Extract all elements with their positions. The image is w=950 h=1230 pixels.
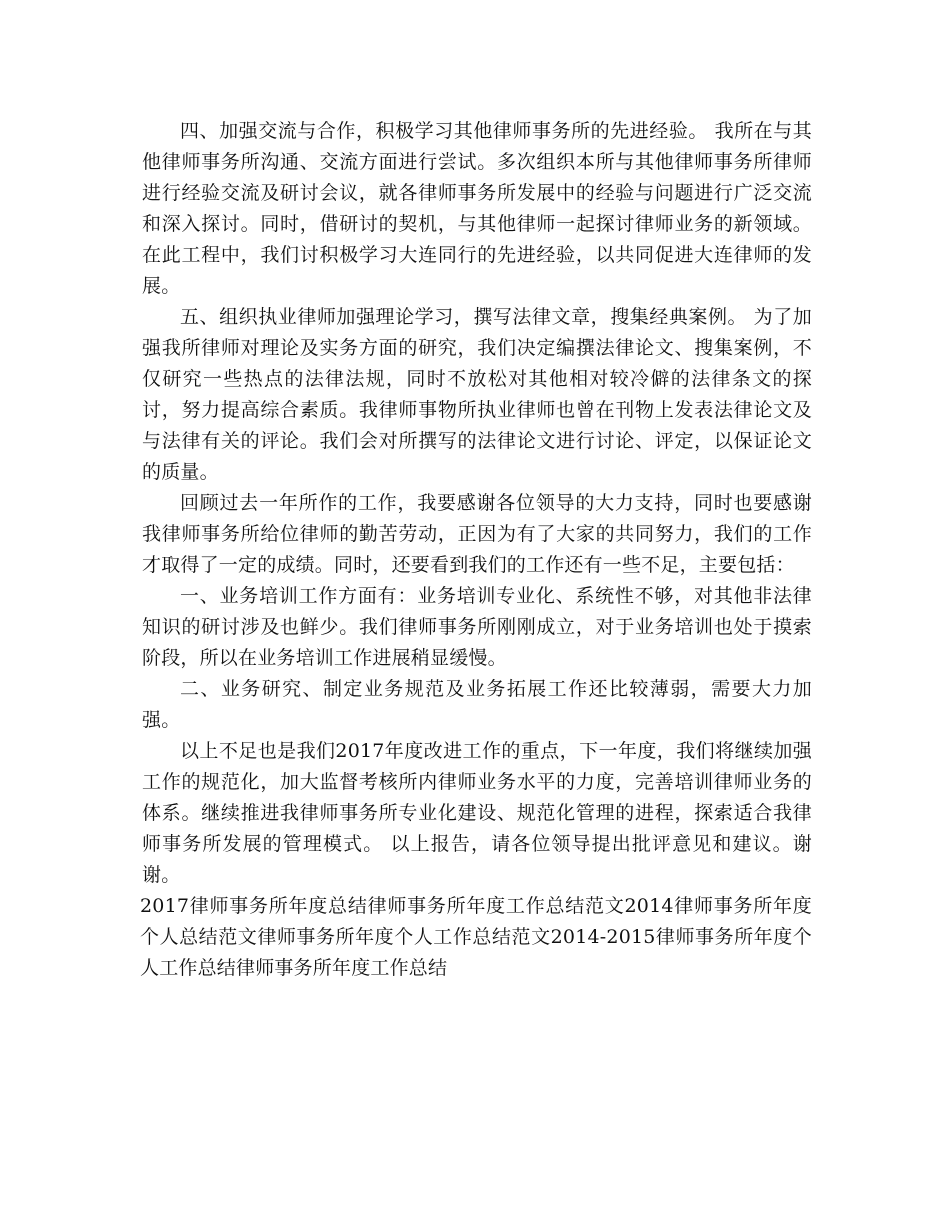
paragraph-research-shortcoming: 二、业务研究、制定业务规范及业务拓展工作还比较薄弱，需要大力加强。 (142, 678, 812, 731)
paragraph-training-shortcoming: 一、业务培训工作方面有：业务培训专业化、系统性不够，对其他非法律知识的研讨涉及也鲜少。我们律师事务所刚刚成立，对于业务培训也处于摸索阶段，所以在业务培训工作进展稍显缓慢。 (142, 585, 812, 669)
paragraph-review-thanks: 回顾过去一年所作的工作，我要感谢各位领导的大力支持，同时也要感谢我律师事务所给位律师的勤苦劳动，正因为有了大家的共同努力，我们的工作才取得了一定的成绩。同时，还要看到我们的工作还有一些不足，主要包括： (142, 492, 812, 576)
paragraph-conclusion: 以上不足也是我们2017年度改进工作的重点，下一年度，我们将继续加强工作的规范化，加大监督考核所内律师业务水平的力度，完善培训律师业务的体系。继续推进我律师事务所专业化建设、规范化管理的进程，探索适合我律师事务所发展的管理模式。 以上报告，请各位领导提出批评意见和建议。谢谢。 (142, 740, 812, 886)
paragraph-exchange-cooperation: 四、加强交流与合作，积极学习其他律师事务所的先进经验。 我所在与其他律师事务所沟通、交流方面进行尝试。多次组织本所与其他律师事务所律师进行经验交流及研讨会议，就各律师事务所发展中的经验与问题进行广泛交流和深入探讨。同时，借研讨的契机，与其他律师一起探讨律师业务的新领域。在此工程中，我们讨积极学习大连同行的先进经验，以共同促进大连律师的发展。 (142, 120, 812, 297)
paragraph-theory-study: 五、组织执业律师加强理论学习，撰写法律文章，搜集经典案例。 为了加强我所律师对理论及实务方面的研究，我们决定编撰法律论文、搜集案例，不仅研究一些热点的法律法规，同时不放松对其他相对较冷僻的法律条文的探讨，努力提高综合素质。我律师事物所执业律师也曾在刊物上发表法律论文及与法律有关的评论。我们会对所撰写的法律论文进行讨论、评定，以保证论文的质量。 (142, 306, 812, 483)
related-titles: 2017律师事务所年度总结律师事务所年度工作总结范文2014律师事务所年度个人总结范文律师事务所年度个人工作总结范文2014-2015律师事务所年度个人工作总结律师事务所年度工作总结 (140, 895, 812, 979)
document-body (142, 116, 812, 984)
